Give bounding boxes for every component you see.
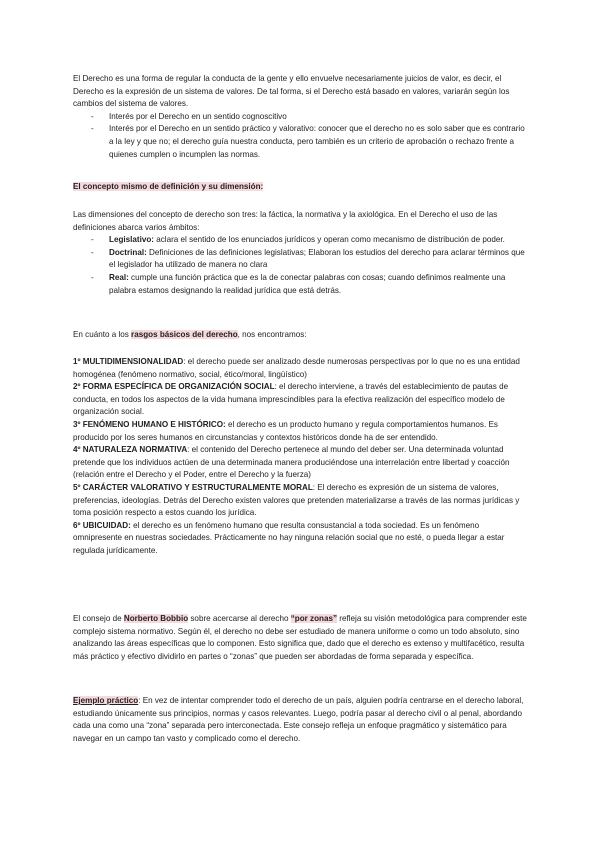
dash-bullet: -: [91, 111, 94, 121]
rasgo-title: 1º MULTIDIMENSIONALIDAD: [73, 357, 184, 366]
dash-bullet: -: [91, 235, 94, 245]
lead-text: , nos encontramos:: [237, 330, 307, 339]
rasgo-title: 4º NATURALEZA NORMATIVA: [73, 445, 188, 455]
rasgo-text: : el derecho interviene, a través del establecimiento de pautas de conducta, en todos los aspectos de la vida humana imprescindibles para la efectiva realización del específico modelo de organización social.: [73, 382, 509, 417]
rasgo-item: [73, 419, 529, 444]
lead-text: En cuánto a los: [73, 330, 132, 339]
rasgo-item: [73, 356, 529, 381]
definition-text: cumple una función práctica que es la de conectar palabras con cosas; cuando definimos realmente una palabra estamos designando la realidad jurídica que está detrás.: [109, 272, 506, 295]
concept-section: [73, 209, 529, 297]
rasgo-item: [73, 482, 529, 520]
body-text: sobre acercarse al derecho: [188, 614, 291, 623]
rasgo-text: el derecho es un producto humano y regula comportamientos humanos. Es producido por los seres humanos en circunstancias y contextos históricos donde ha de ser entendido.: [73, 419, 498, 442]
rasgo-text: : El derecho es expresión de un sistema de valores, preferencias, ideologías. Detrás del Derecho existen valores que pretenden materializarse a través de las normas jurídicas y toma posición respecto a estos cuando los jurídica.: [73, 482, 520, 518]
definition-text: Definiciones de las definiciones legislativas; Elaboran los estudios del derecho para aclarar términos que el legislador ha utilizado de manera no clara: [109, 247, 525, 270]
concept-heading-block: [73, 181, 529, 194]
rasgos-list: [73, 356, 529, 558]
dash-bullet: -: [91, 247, 94, 257]
highlighted-quote: “por zonas”: [290, 614, 338, 623]
list-item: [73, 272, 529, 297]
rasgo-title: 6º UBICUIDAD:: [73, 520, 131, 530]
rasgo-title: 3º FENÓMENO HUMANO E HISTÓRICO:: [73, 419, 226, 429]
author-name: Norberto Bobbio: [123, 614, 189, 623]
dash-bullet: -: [91, 124, 94, 134]
rasgos-lead: [73, 329, 529, 342]
definition-term: Real:: [109, 272, 129, 282]
rasgo-title: 5º CARÁCTER VALORATIVO Y ESTRUCTURALMENTE MORAL: [73, 482, 313, 492]
list-item-text: Interés por el Derecho en un sentido cognoscitivo: [109, 111, 287, 121]
rasgos-lead-block: [73, 329, 529, 342]
rasgo-item: [73, 444, 529, 482]
rasgo-text: : el derecho puede ser analizado desde numerosas perspectivas por lo que no es una entidad homogénea (fenómeno normativo, social, ético/moral, lingüístico): [73, 357, 520, 379]
intro-section: [73, 73, 529, 161]
rasgo-text: el derecho es un fenómeno humano que resulta consustancial a toda sociedad. Es un fenómeno omnipresente en nuestras sociedades. Prácticamente no hay ninguna relación social que no esté, o pueda llegar a estar regulada jurídicamente.: [73, 520, 505, 555]
intro-list: [73, 111, 529, 161]
body-text: refleja su visión metodológica para comprender este complejo sistema normativo. Según él, el derecho no debe ser estudiado de manera uniforme o como un todo absoluto, sino analizando las áreas específicas que lo componen. Esto significa que, dado que el derecho es extenso y multifacético, resulta más práctico y efectivo dividirlo en partes o “zonas” que pueden ser abordadas de forma separada y específica.: [73, 614, 527, 661]
list-item: [73, 111, 529, 124]
list-item: [73, 123, 529, 161]
example-section: [73, 695, 529, 745]
definition-term: Legislativo:: [109, 235, 154, 245]
rasgo-title: 2º FORMA ESPECÍFICA DE ORGANIZACIÓN SOCIAL: [73, 382, 275, 392]
list-item: [73, 234, 529, 247]
example-paragraph: [73, 695, 529, 745]
section-heading: El concepto mismo de definición y su dimensión:: [73, 182, 264, 191]
highlighted-term: rasgos básicos del derecho: [131, 330, 238, 339]
list-item-text: Interés por el Derecho en un sentido práctico y valorativo: conocer que el derecho no es solo saber que es contrario a la ley y que no; el derecho guía nuestra conducta, pero también es un criterio de aprobación o rechazo frente a quienes cumplen o incumplen las normas.: [109, 124, 525, 159]
example-label: Ejemplo práctico: [73, 696, 139, 705]
definition-text: aclara el sentido de los enunciados jurídicos y operan como mecanismo de distribución de poder.: [153, 235, 505, 245]
list-item: [73, 247, 529, 272]
rasgo-item: [73, 381, 529, 419]
rasgo-text: : el contenido del Derecho pertenece al mundo del deber ser. Una determinada voluntad pretende que los individuos actúen de una determinada manera produciéndose una interrelación entre libertad y coacción (relación entre el Derecho y el Poder, entre el Derecho y la fuerza): [73, 445, 510, 480]
definition-term: Doctrinal:: [109, 247, 147, 257]
example-text: : En vez de intentar comprender todo el derecho de un país, alguien podría centrarse en el derecho laboral, estudiando únicamente sus principios, normas y casos relevantes. Luego, podría pasar al derecho civil o al penal, abordando cada una como una “zona” separada pero interconectada. Este consejo refleja un enfoque pragmático y sistemático para navegar en un campo tan vasto y complicado como el derecho.: [73, 696, 524, 743]
bobbio-paragraph: [73, 613, 529, 663]
rasgo-item: [73, 520, 529, 558]
dash-bullet: -: [91, 272, 94, 282]
bobbio-section: [73, 613, 529, 663]
body-text: El consejo de: [73, 614, 124, 623]
definitions-list: [73, 234, 529, 297]
concept-paragraph: Las dimensiones del concepto de derecho son tres: la fáctica, la normativa y la axiológica. En el Derecho el uso de las definiciones abarca varios ámbitos:: [73, 210, 498, 232]
intro-paragraph: El Derecho es una forma de regular la conducta de la gente y ello envuelve necesariamente juicios de valor, es decir, el Derecho es la expresión de un sistema de valores. De tal forma, si el Derecho está basado en valores, variarán según los cambios del sistema de valores.: [73, 74, 510, 109]
